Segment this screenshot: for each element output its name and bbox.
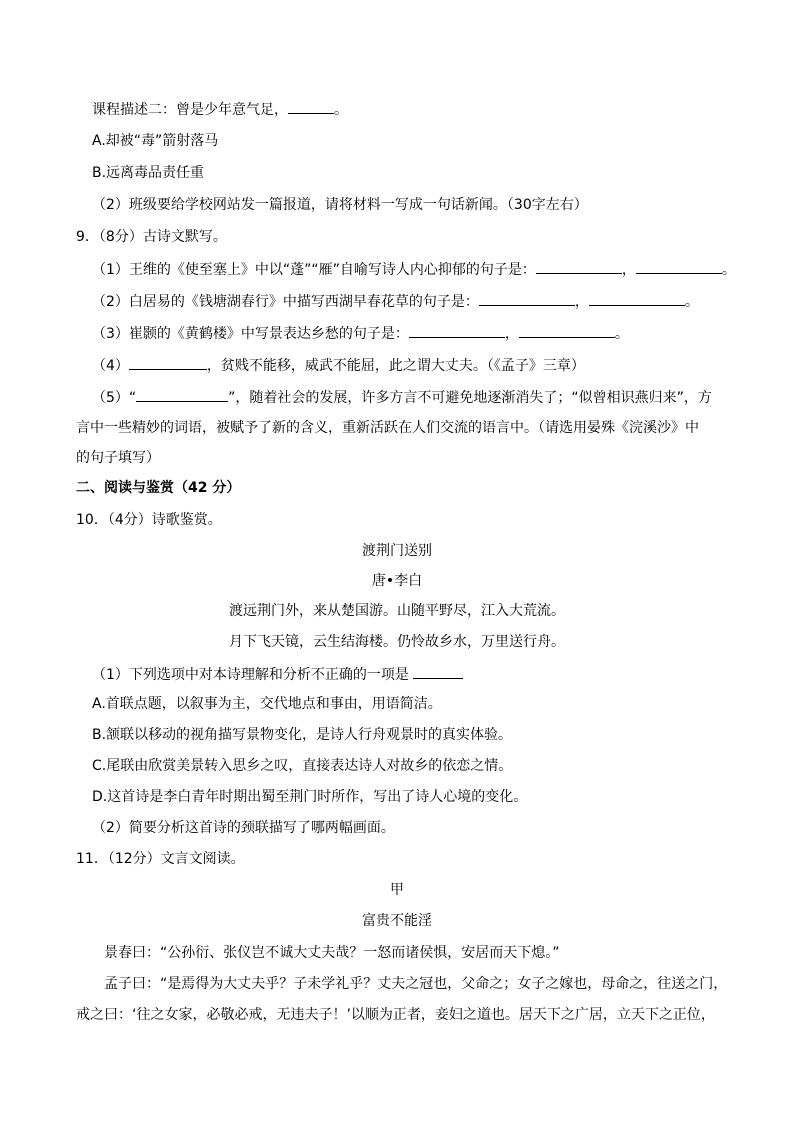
q9-item-5-text: ”，随着社会的发展，许多方言不可避免地逐渐消失了；“似曾相识燕归来”，方: [228, 390, 712, 406]
poem-author: 唐•李白: [371, 573, 423, 589]
passage-label-jia: 甲: [390, 882, 404, 898]
question-9-heading: 9．（8分）古诗文默写。: [76, 229, 227, 245]
punctuation: 。: [614, 326, 629, 342]
q9-item-5-cont: 言中一些精妙的词语，被赋予了新的含义，重新活跃在人们交流的语言中。（请选用晏殊《浣溪沙》中: [76, 420, 699, 436]
punctuation: ，: [621, 262, 636, 278]
answer-blank[interactable]: [409, 323, 505, 338]
answer-blank[interactable]: [129, 355, 207, 370]
passage-paragraph-2-cont: 戒之曰：‘往之女家，必敬必戒，无违夫子！’以顺为正者，妾妇之道也。居天下之广居，立天下之正位，: [76, 1007, 715, 1023]
q10-option-a: A.首联点题，以叙事为主，交代地点和事由，用语简洁。: [92, 696, 442, 712]
passage-paragraph-2: 孟子曰：“是焉得为大丈夫乎？子未学礼乎？丈夫之冠也，父命之；女子之嫁也，母命之，往送之门，: [104, 976, 728, 992]
poem-title: 渡荆门送别: [362, 543, 432, 559]
poem-line-1: 渡远荆门外，来从楚国游。山随平野尽，江入大荒流。: [229, 603, 565, 619]
passage-paragraph-1: 景春曰：“公孙衍、张仪岂不诚大丈夫哉？一怒而诸侯惧，安居而天下熄。”: [104, 945, 560, 961]
answer-blank[interactable]: [288, 99, 334, 114]
q10-option-c: C.尾联由欣赏美景转入思乡之叹，直接表达诗人对故乡的依恋之情。: [92, 758, 513, 774]
q9-item-4-label: （4）: [92, 358, 129, 374]
answer-blank[interactable]: [519, 323, 615, 338]
q9-item-3-text: （3）崔颢的《黄鹤楼》中写景表达乡愁的句子是：: [92, 326, 409, 342]
punctuation: ，: [574, 294, 589, 310]
q9-item-5: [92, 387, 712, 408]
option-b: B.远离毒品责任重: [92, 165, 205, 181]
q9-item-2: [92, 291, 699, 312]
q9-item-2-text: （2）白居易的《钱塘湖春行》中描写西湖早春花草的句子是：: [92, 294, 479, 310]
q9-item-3: [92, 323, 629, 344]
question-10-heading: 10．（4分）诗歌鉴赏。: [76, 512, 222, 528]
q9-item-1: [92, 259, 736, 280]
course-description-2: [92, 99, 348, 120]
q9-item-1-text: （1）王维的《使至塞上》中以“蓬”“雁”自喻写诗人内心抑郁的句子是：: [92, 262, 536, 278]
punctuation: 。: [334, 102, 348, 118]
poem-line-2: 月下飞天镜，云生结海楼。仍怜故乡水，万里送行舟。: [229, 634, 565, 650]
answer-blank[interactable]: [136, 387, 228, 402]
passage-title: 富贵不能淫: [362, 913, 432, 929]
q10-option-b: B.颔联以移动的视角描写景物变化，是诗人行舟观景时的真实体验。: [92, 727, 513, 743]
course-description-text: 课程描述二：曾是少年意气足，: [92, 102, 288, 118]
q10-sub-1-text: （1）下列选项中对本诗理解和分析不正确的一项是: [92, 667, 409, 683]
q9-item-5-label: （5）“: [92, 390, 137, 406]
answer-blank[interactable]: [413, 664, 463, 679]
punctuation: ，: [504, 326, 519, 342]
answer-blank[interactable]: [536, 259, 622, 274]
answer-blank[interactable]: [479, 291, 575, 306]
section-2-heading: 二、阅读与鉴赏（42 分）: [76, 480, 241, 496]
q9-item-4-text: ，贫贱不能移，威武不能屈，此之谓大丈夫。（《孟子》三章）: [206, 358, 585, 374]
answer-blank[interactable]: [589, 291, 685, 306]
punctuation: 。: [721, 262, 736, 278]
option-a: A.却被“毒”箭射落马: [92, 133, 219, 149]
question-11-heading: 11．（12分）文言文阅读。: [76, 851, 245, 867]
q10-sub-1: [92, 664, 463, 685]
q9-item-4: [92, 355, 585, 376]
answer-blank[interactable]: [636, 259, 722, 274]
q10-sub-2: （2）简要分析这首诗的颈联描写了哪两幅画面。: [92, 820, 395, 836]
punctuation: 。: [684, 294, 699, 310]
subquestion-2: （2）班级要给学校网站发一篇报道，请将材料一写成一句话新闻。（30字左右）: [92, 197, 588, 213]
q10-option-d: D.这首诗是李白青年时期出蜀至荆门时所作，写出了诗人心境的变化。: [92, 789, 528, 805]
q9-item-5-end: 的句子填写）: [76, 450, 160, 466]
